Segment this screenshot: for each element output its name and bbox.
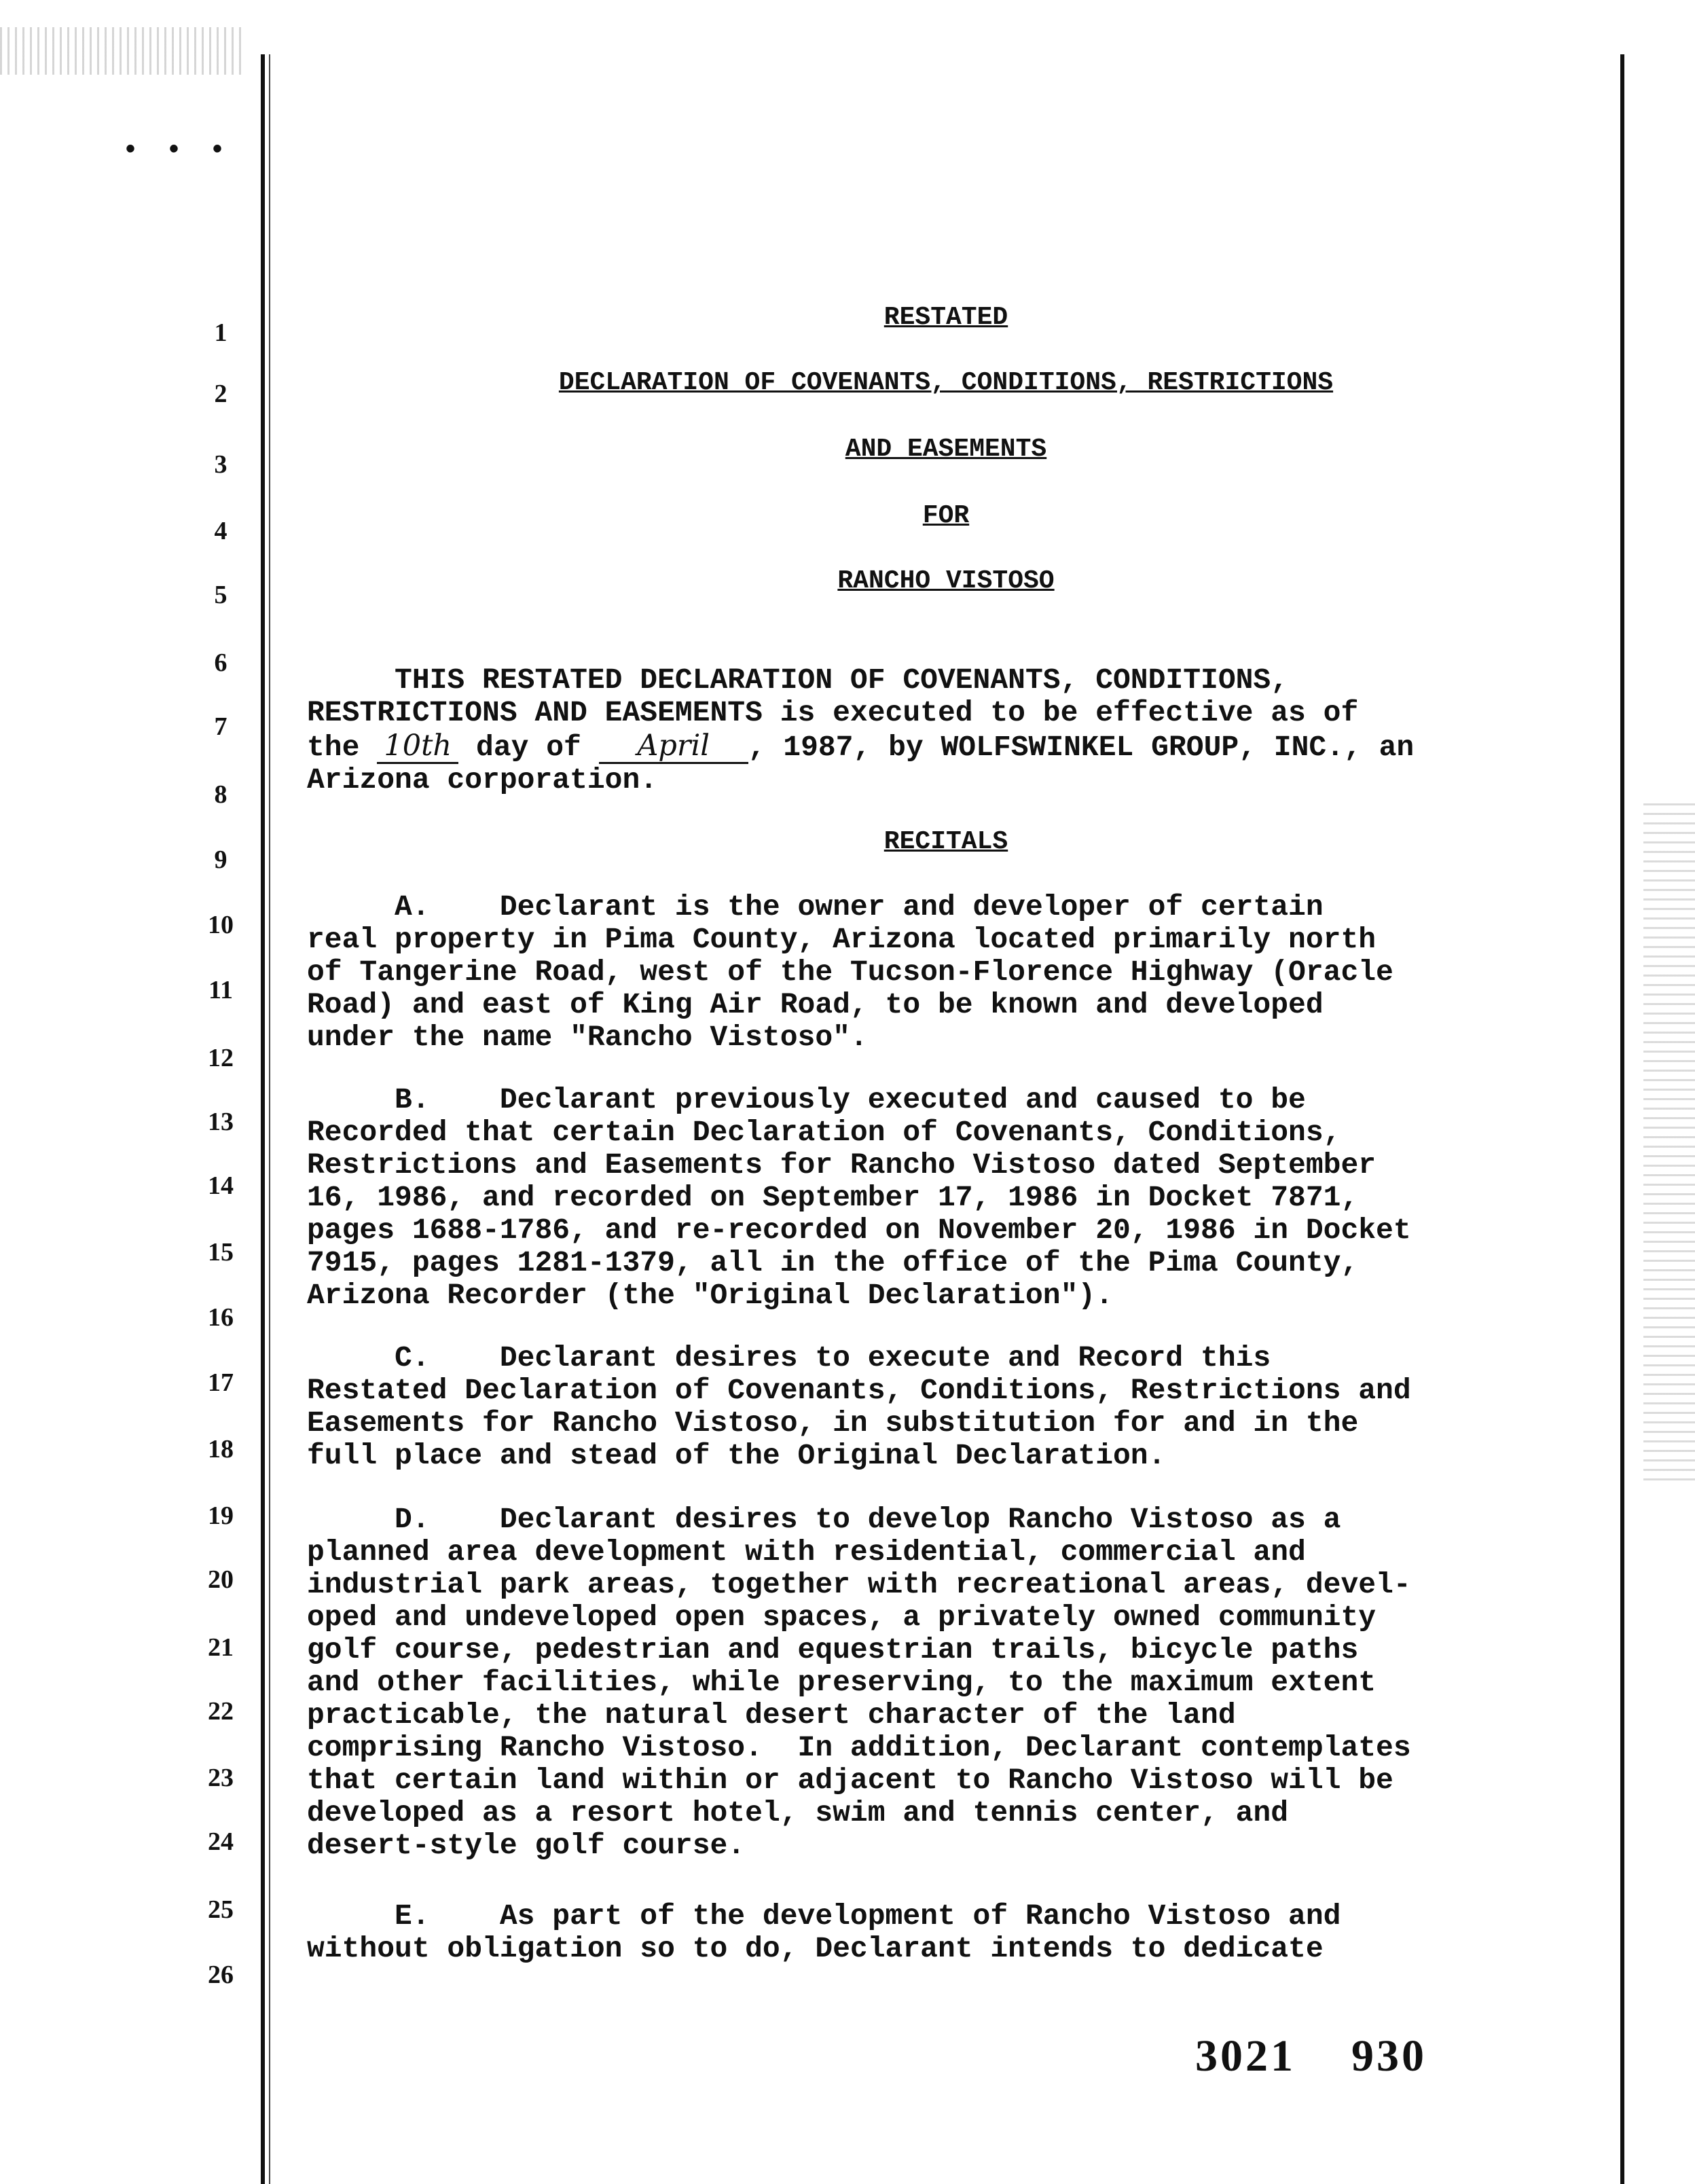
line-number: 23 <box>208 1764 234 1792</box>
recital-line: Easements for Rancho Vistoso, in substitution for and in the <box>307 1406 1359 1440</box>
line-number: 17 <box>208 1368 234 1397</box>
line-number: 15 <box>208 1238 234 1267</box>
intro-line: THIS RESTATED DECLARATION OF COVENANTS, CONDITIONS, <box>307 663 1289 697</box>
intro-line: RESTRICTIONS AND EASEMENTS is executed to be effective as of <box>307 696 1359 729</box>
intro-line-date <box>307 729 1611 764</box>
title-rancho-vistoso: RANCHO VISTOSO <box>837 566 1055 596</box>
line-number: 12 <box>208 1044 234 1072</box>
line-number: 5 <box>214 581 227 609</box>
line-number: 2 <box>214 380 227 408</box>
recital-line: Recorded that certain Declaration of Covenants, Conditions, <box>307 1116 1341 1149</box>
recital-line: A. Declarant is the owner and developer of certain <box>307 890 1324 924</box>
recital-a <box>307 891 1611 1054</box>
line-number: 7 <box>214 712 227 741</box>
recital-line: Restrictions and Easements for Rancho Vistoso dated September <box>307 1148 1377 1182</box>
line-number: 20 <box>208 1565 234 1594</box>
title-for: FOR <box>922 501 970 530</box>
line-number: 16 <box>208 1303 234 1332</box>
recital-line: that certain land within or adjacent to Rancho Vistoso will be <box>307 1764 1393 1797</box>
recital-line: industrial park areas, together with recreational areas, devel- <box>307 1568 1411 1601</box>
recital-line: pages 1688-1786, and re-recorded on November 20, 1986 in Docket <box>307 1214 1411 1247</box>
recital-b <box>307 1084 1611 1312</box>
title-easements: AND EASEMENTS <box>845 435 1047 464</box>
right-margin-rule <box>1620 54 1624 2184</box>
line-number: 24 <box>208 1827 234 1856</box>
recital-line: practicable, the natural desert character of the land <box>307 1698 1236 1732</box>
handwritten-day: 10th <box>377 729 458 764</box>
recital-d <box>307 1504 1611 1862</box>
line-number: 26 <box>208 1961 234 1989</box>
line-number: 1 <box>214 318 227 347</box>
line-number: 9 <box>214 845 227 874</box>
line-number: 18 <box>208 1435 234 1463</box>
recital-line: C. Declarant desires to execute and Record this <box>307 1341 1271 1375</box>
recital-line: golf course, pedestrian and equestrian trails, bicycle paths <box>307 1633 1359 1667</box>
recital-line: desert-style golf course. <box>307 1829 746 1862</box>
line-number: 4 <box>214 517 227 545</box>
handwritten-month: April <box>599 729 748 764</box>
recital-line: without obligation so to do, Declarant intends to dedicate <box>307 1932 1324 1965</box>
recital-line: D. Declarant desires to develop Rancho Vistoso as a <box>307 1503 1341 1536</box>
recital-line: developed as a resort hotel, swim and tennis center, and <box>307 1796 1289 1830</box>
line-number: 3 <box>214 450 227 479</box>
recital-c <box>307 1342 1611 1472</box>
title-declaration: DECLARATION OF COVENANTS, CONDITIONS, RESTRICTIONS <box>558 368 1334 397</box>
title-restated: RESTATED <box>883 303 1008 332</box>
recital-line: comprising Rancho Vistoso. In addition, Declarant contemplates <box>307 1731 1411 1764</box>
left-margin-rule-inner <box>269 54 270 2184</box>
docket-page-reference <box>1195 2031 1427 2082</box>
line-number: 10 <box>208 911 234 939</box>
page-number: 930 <box>1351 2031 1427 2081</box>
recital-line: full place and stead of the Original Declaration. <box>307 1439 1166 1472</box>
line-number: 6 <box>214 649 227 677</box>
recital-line: Arizona Recorder (the "Original Declaration"). <box>307 1279 1113 1312</box>
line-number: 25 <box>208 1895 234 1924</box>
docket-number: 3021 <box>1195 2031 1296 2081</box>
intro-text: the <box>307 731 378 764</box>
recitals-heading: RECITALS <box>883 827 1008 856</box>
recital-line: planned area development with residential, commercial and <box>307 1535 1306 1569</box>
intro-line: Arizona corporation. <box>307 763 658 797</box>
intro-paragraph <box>307 664 1611 797</box>
line-number: 19 <box>208 1502 234 1530</box>
recital-e <box>307 1900 1611 1965</box>
recital-line: E. As part of the development of Rancho Vistoso and <box>307 1899 1341 1933</box>
recital-line: oped and undeveloped open spaces, a privately owned community <box>307 1601 1377 1634</box>
scan-noise <box>1643 801 1695 1480</box>
recital-line: under the name "Rancho Vistoso". <box>307 1021 868 1054</box>
scan-noise <box>0 27 244 75</box>
recital-line: Restated Declaration of Covenants, Conditions, Restrictions and <box>307 1374 1411 1407</box>
line-number: 14 <box>208 1171 234 1200</box>
recital-line: 16, 1986, and recorded on September 17, 1986 in Docket 7871, <box>307 1181 1359 1214</box>
recital-line: of Tangerine Road, west of the Tucson-Florence Highway (Oracle <box>307 956 1393 989</box>
recital-line: real property in Pima County, Arizona located primarily north <box>307 923 1377 956</box>
recital-line: 7915, pages 1281-1379, all in the office of the Pima County, <box>307 1246 1359 1279</box>
intro-text: day of <box>458 731 599 764</box>
recital-line: B. Declarant previously executed and caused to be <box>307 1083 1306 1116</box>
left-margin-rule <box>261 54 265 2184</box>
line-number: 13 <box>208 1108 234 1136</box>
recital-line: Road) and east of King Air Road, to be known and developed <box>307 988 1324 1021</box>
line-number: 11 <box>208 976 233 1004</box>
line-number: 8 <box>214 780 227 809</box>
intro-text: , 1987, by WOLFSWINKEL GROUP, INC., an <box>748 731 1415 764</box>
line-number: 22 <box>208 1697 234 1726</box>
scan-marks: • • • <box>122 136 232 166</box>
line-number: 21 <box>208 1633 234 1662</box>
recital-line: and other facilities, while preserving, to the maximum extent <box>307 1666 1377 1699</box>
